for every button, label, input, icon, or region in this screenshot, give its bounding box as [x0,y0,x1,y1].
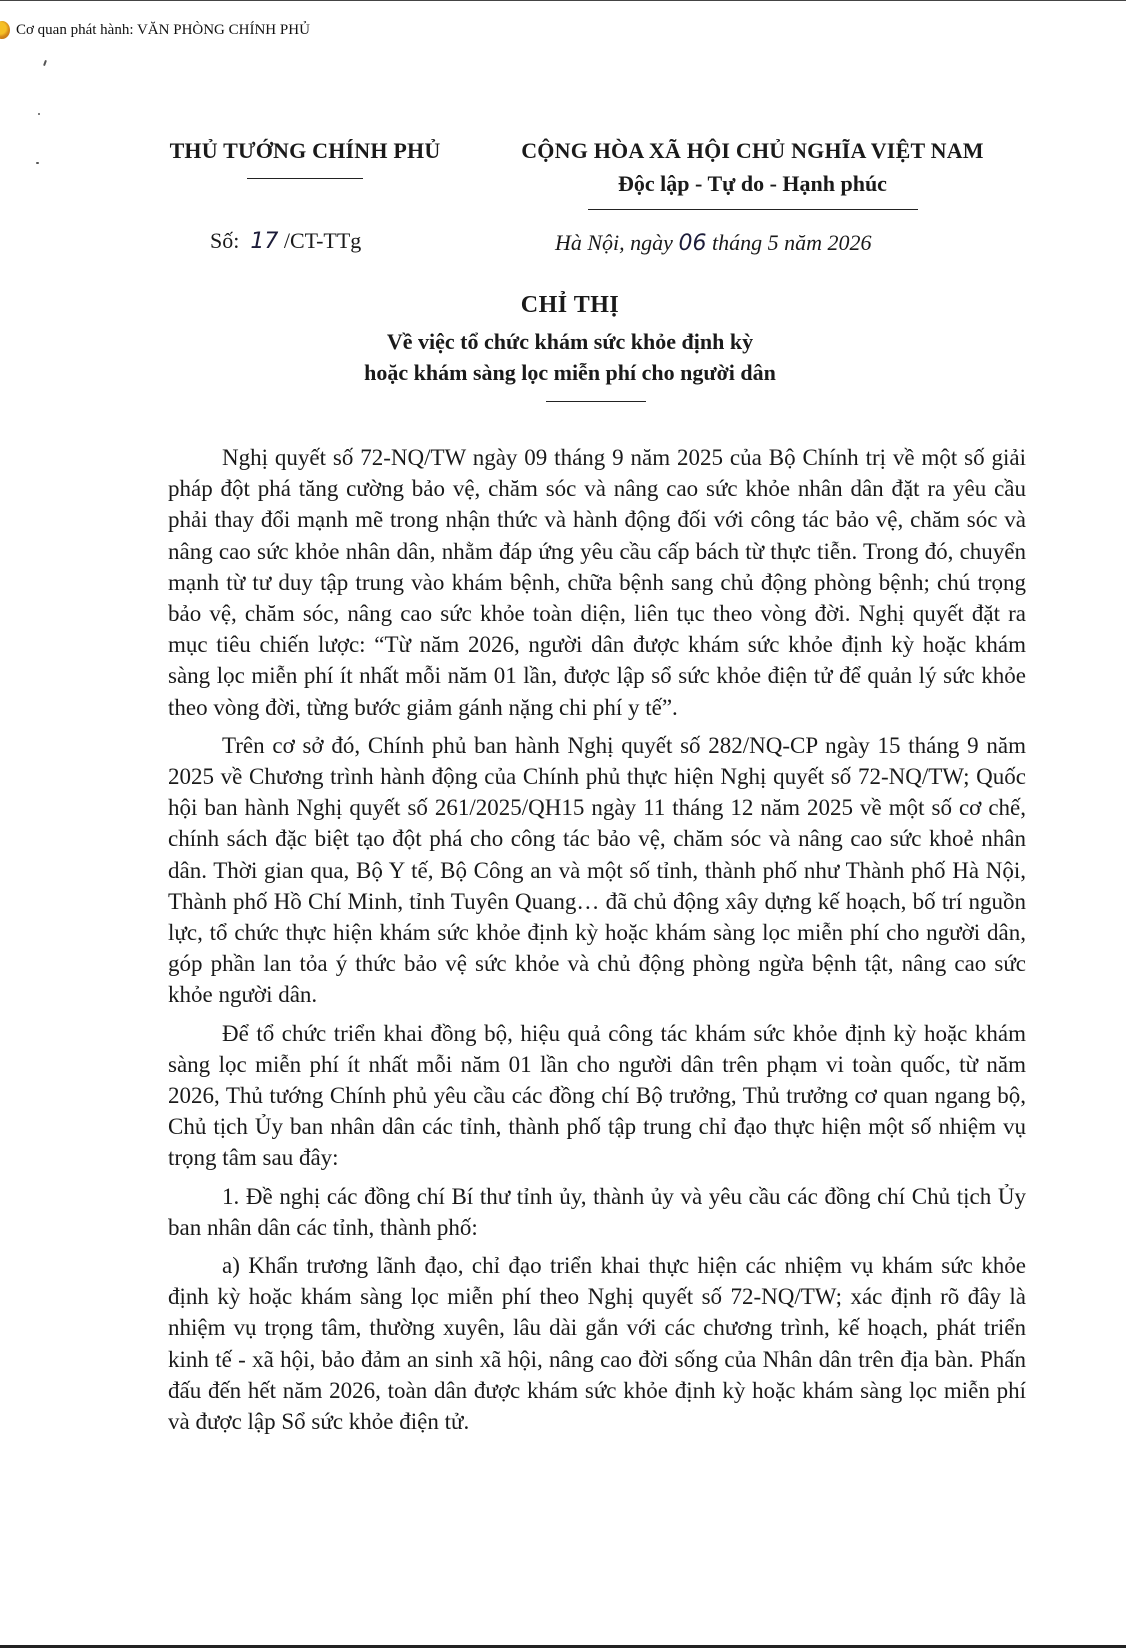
issuing-authority: THỦ TƯỚNG CHÍNH PHỦ [169,138,441,163]
subject-line-2: hoặc khám sàng lọc miễn phí cho người dân [364,360,776,385]
scan-mark [36,162,39,164]
body-paragraph: Trên cơ sở đó, Chính phủ ban hành Nghị quyết số 282/NQ-CP ngày 15 tháng 9 năm 2025 về Chương trình hành động của Chính phủ thực hiện Nghị quyết số 72-NQ/TW; Quốc hội ban hành Nghị quyết số 261/2025/QH15 ngày 11 tháng 12 năm 2025 về một số cơ chế, chính sách đặc biệt tạo đột phá cho công tác bảo vệ, chăm sóc và nâng cao sức khoẻ nhân dân. Thời gian qua, Bộ Y tế, Bộ Công an và một số tỉnh, thành phố như Thành phố Hà Nội, Thành phố Hồ Chí Minh, tỉnh Tuyên Quang… đã chủ động xây dựng kế hoạch, bố trí nguồn lực, tổ chức thực hiện khám sức khỏe định kỳ hoặc khám sàng lọc miễn phí cho người dân, góp phần lan tỏa ý thức bảo vệ sức khỏe và chủ động phòng ngừa bệnh tật, nâng cao sức khỏe người dân. [168,732,1026,1008]
document-subject [0,326,1126,388]
national-motto: Độc lập - Tự do - Hạnh phúc [618,171,887,196]
date-suffix: tháng 5 năm 2026 [711,230,872,255]
issuer-text: Cơ quan phát hành: VĂN PHÒNG CHÍNH PHỦ [16,21,310,38]
document-date [555,230,871,256]
country-name: CỘNG HÒA XÃ HỘI CHỦ NGHĨA VIỆT NAM [521,138,984,163]
body-paragraph: Để tổ chức triển khai đồng bộ, hiệu quả công tác khám sức khỏe định kỳ hoặc khám sàng lọc miễn phí ít nhất mỗi năm 01 lần cho người dân trên phạm vi toàn quốc, từ năm 2026, Thủ tướng Chính phủ yêu cầu các đồng chí Bộ trưởng, Thủ trưởng cơ quan ngang bộ, Chủ tịch Ủy ban nhân dân các tỉnh, thành phố tập trung chỉ đạo thực hiện một số nhiệm vụ trọng tâm sau đây: [168,1020,1026,1171]
document-title: CHỈ THỊ [520,292,620,318]
issuer-bar [0,18,310,42]
number-suffix: /CT-TTg [283,228,362,253]
motto-underline [588,209,918,210]
subject-line-1: Về việc tổ chức khám sức khỏe định kỳ [386,329,754,354]
body-paragraph: a) Khẩn trương lãnh đạo, chỉ đạo triển khai thực hiện các nhiệm vụ khám sức khỏe định kỳ hoặc khám sàng lọc miễn phí theo Nghị quyết số 72-NQ/TW; xác định rõ đây là nhiệm vụ trọng tâm, thường xuyên, lâu dài gắn với các chương trình, kế hoạch, phát triển kinh tế - xã hội, bảo đảm an sinh xã hội, nâng cao đời sống của Nhân dân trên địa bàn. Phấn đấu đến hết năm 2026, toàn dân được khám sức khỏe định kỳ hoặc khám sàng lọc miễn phí và được lập Sổ sức khỏe điện tử. [168,1253,1026,1435]
date-day-handwritten: 06 [678,231,707,256]
number-handwritten: 17 [250,229,279,254]
issuing-authority-block [150,138,460,179]
date-prefix: Hà Nội, ngày [555,230,673,255]
emblem-icon [0,21,10,39]
body-paragraph: 1. Đề nghị các đồng chí Bí thư tỉnh ủy, thành ủy và yêu cầu các đồng chí Chủ tịch Ủy ban nhân dân các tỉnh, thành phố: [168,1183,1026,1240]
document-number [210,228,361,254]
scan-mark [38,113,40,115]
number-prefix: Số: [210,228,240,253]
document-body [168,442,1026,1444]
body-paragraph: Nghị quyết số 72-NQ/TW ngày 09 tháng 9 năm 2025 của Bộ Chính trị về một số giải pháp đột phá tăng cường bảo vệ, chăm sóc và nâng cao sức khỏe nhân dân đặt ra yêu cầu phải thay đổi mạnh mẽ trong nhận thức và hành động đối với công tác bảo vệ, chăm sóc và nâng cao sức khỏe nhân dân, nhằm đáp ứng yêu cầu cấp bách từ thực tiễn. Trong đó, chuyển mạnh từ tư duy tập trung vào khám bệnh, chữa bệnh sang chủ động phòng bệnh; chú trọng bảo vệ, chăm sóc, nâng cao sức khỏe toàn diện, liên tục theo vòng đời. Nghị quyết đặt ra mục tiêu chiến lược: “Từ năm 2026, người dân được khám sức khỏe định kỳ hoặc khám sàng lọc miễn phí ít nhất mỗi năm 01 lần, được lập sổ sức khỏe điện tử để quản lý sức khỏe theo vòng đời, từng bước giảm gánh nặng chi phí y tế”. [168,445,1026,720]
authority-underline [247,178,363,179]
national-heading-block [480,138,1025,210]
title-underline [546,401,646,402]
